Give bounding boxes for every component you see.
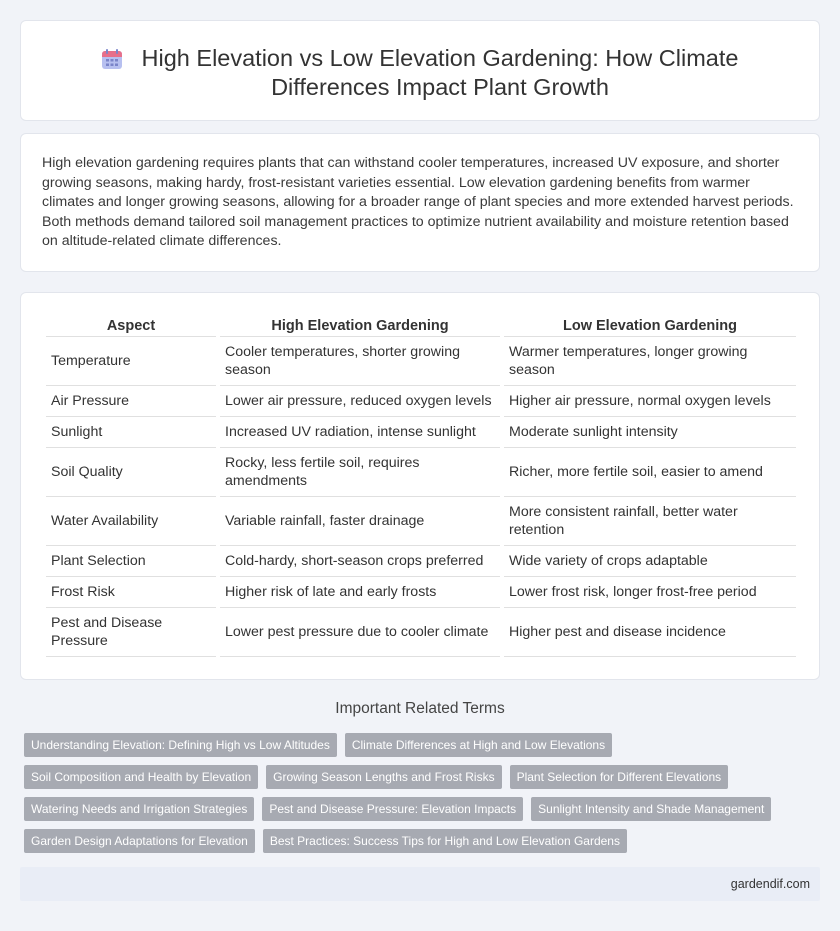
cell-high: Higher risk of late and early frosts (220, 577, 500, 608)
table-row (46, 386, 796, 417)
table-row (46, 417, 796, 448)
cell-aspect: Sunlight (46, 417, 216, 448)
cell-low: Moderate sunlight intensity (504, 417, 796, 448)
cell-high: Lower air pressure, reduced oxygen levels (220, 386, 500, 417)
cell-low: Wide variety of crops adaptable (504, 546, 796, 577)
related-term-tag[interactable]: Sunlight Intensity and Shade Management (531, 797, 771, 821)
header-aspect: Aspect (46, 313, 216, 337)
cell-low: Higher pest and disease incidence (504, 608, 796, 657)
tag-row (24, 765, 824, 789)
intro-card (20, 133, 820, 272)
cell-low: Richer, more fertile soil, easier to amend (504, 448, 796, 497)
related-term-tag[interactable]: Pest and Disease Pressure: Elevation Impacts (262, 797, 523, 821)
intro-paragraph: High elevation gardening requires plants that can withstand cooler temperatures, increased UV exposure, and shorter growing seasons, making hardy, frost-resistant varieties essential. Low elevation gardening benefits from warmer climates and longer growing seasons, allowing for a broader range of plant species and more extended harvest periods. Both methods demand tailored soil management practices to optimize nutrient availability and moisture retention based on altitude-related climate differences. (42, 155, 794, 250)
related-term-tag[interactable]: Best Practices: Success Tips for High and Low Elevation Gardens (263, 829, 627, 853)
cell-low: Warmer temperatures, longer growing season (504, 337, 796, 386)
related-term-tag[interactable]: Climate Differences at High and Low Elevations (345, 733, 612, 757)
cell-aspect: Frost Risk (46, 577, 216, 608)
cell-aspect: Plant Selection (46, 546, 216, 577)
cell-high: Lower pest pressure due to cooler climate (220, 608, 500, 657)
header-low-elevation: Low Elevation Gardening (504, 313, 796, 337)
related-terms-list (24, 733, 824, 861)
tag-row (24, 797, 824, 821)
table-row (46, 608, 796, 657)
comparison-table (42, 313, 800, 657)
related-term-tag[interactable]: Understanding Elevation: Defining High vs Low Altitudes (24, 733, 337, 757)
cell-aspect: Temperature (46, 337, 216, 386)
footer (20, 867, 820, 901)
cell-high: Cold-hardy, short-season crops preferred (220, 546, 500, 577)
related-term-tag[interactable]: Garden Design Adaptations for Elevation (24, 829, 255, 853)
related-term-tag[interactable]: Watering Needs and Irrigation Strategies (24, 797, 254, 821)
table-header-row (46, 313, 796, 337)
table-row (46, 546, 796, 577)
related-term-tag[interactable]: Plant Selection for Different Elevations (510, 765, 729, 789)
cell-low: Higher air pressure, normal oxygen levels (504, 386, 796, 417)
tag-row (24, 733, 824, 757)
table-row (46, 577, 796, 608)
cell-high: Cooler temperatures, shorter growing season (220, 337, 500, 386)
table-row (46, 337, 796, 386)
page-title: High Elevation vs Low Elevation Gardening: How Climate Differences Impact Plant Growth (141, 45, 739, 100)
table-row (46, 497, 796, 546)
related-term-tag[interactable]: Soil Composition and Health by Elevation (24, 765, 258, 789)
cell-high: Variable rainfall, faster drainage (220, 497, 500, 546)
cell-low: More consistent rainfall, better water retention (504, 497, 796, 546)
cell-low: Lower frost risk, longer frost-free period (504, 577, 796, 608)
related-term-tag[interactable]: Growing Season Lengths and Frost Risks (266, 765, 501, 789)
title-card (20, 20, 820, 121)
cell-aspect: Air Pressure (46, 386, 216, 417)
footer-site-link[interactable]: gardendif.com (730, 877, 810, 891)
cell-high: Rocky, less fertile soil, requires amendments (220, 448, 500, 497)
related-terms-heading: Important Related Terms (335, 700, 505, 717)
tag-row (24, 829, 824, 853)
header-high-elevation: High Elevation Gardening (220, 313, 500, 337)
cell-aspect: Pest and Disease Pressure (46, 608, 216, 657)
cell-high: Increased UV radiation, intense sunlight (220, 417, 500, 448)
table-row (46, 448, 796, 497)
cell-aspect: Water Availability (46, 497, 216, 546)
comparison-card (20, 292, 820, 680)
cell-aspect: Soil Quality (46, 448, 216, 497)
